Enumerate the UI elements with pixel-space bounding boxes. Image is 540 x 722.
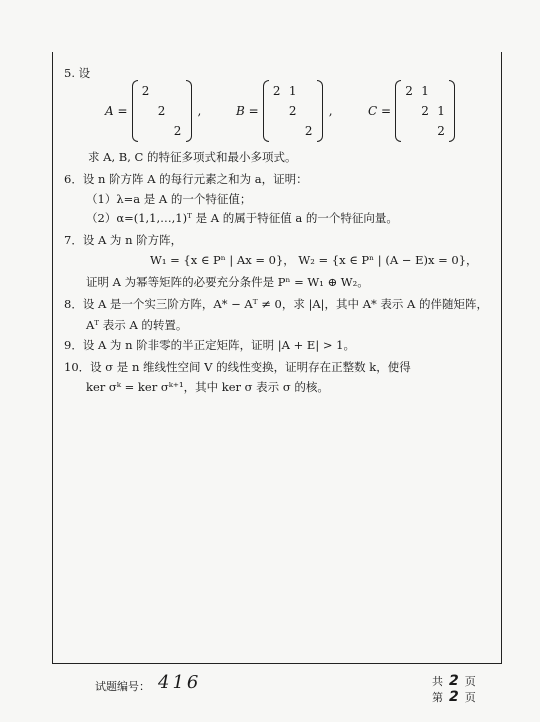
page-frame — [52, 52, 502, 664]
matrix-a-label: A = — [105, 104, 128, 118]
problem-8-line-2: Aᵀ 表示 A 的转置。 — [86, 318, 188, 332]
matrix-b-entry: 2 — [272, 84, 281, 98]
matrix-b-right-bracket — [317, 80, 323, 142]
exam-code-label: 试题编号： — [95, 680, 150, 693]
matrix-a-right-bracket — [186, 80, 192, 142]
matrix-b-entry — [301, 81, 317, 101]
current-page: 第 2 页 — [432, 689, 476, 705]
matrix-b — [236, 80, 333, 142]
matrix-a-entries — [138, 81, 186, 141]
matrix-b-entry: 1 — [288, 84, 297, 98]
matrix-b-entry — [269, 121, 285, 141]
matrix-c-entry — [401, 121, 417, 141]
matrix-a — [105, 80, 201, 142]
matrix-a-separator: , — [197, 104, 202, 118]
matrix-b-entry — [285, 121, 301, 141]
matrix-b-entry — [301, 101, 317, 121]
matrix-b-entry: 2 — [288, 104, 297, 118]
matrix-c-entry: 1 — [421, 84, 429, 98]
problem-10-line-1: 10．设 σ 是 n 维线性空间 V 的线性变换，证明存在正整数 k，使得 — [64, 360, 411, 374]
matrix-c-right-bracket — [449, 80, 455, 142]
problem-7-line-1: 7．设 A 为 n 阶方阵， — [64, 233, 183, 247]
matrix-c-entry: 2 — [437, 124, 445, 138]
problem-7-subspaces: W₁ = {x ∈ Pⁿ | Ax = 0}， W₂ = {x ∈ Pⁿ | (A − E)x = 0}， — [150, 253, 478, 267]
problem-10-line-2: ker σᵏ = ker σᵏ⁺¹，其中 ker σ 表示 σ 的核。 — [86, 380, 329, 394]
matrix-c-entry: 2 — [405, 84, 413, 98]
matrix-c-entry — [401, 101, 417, 121]
matrix-b-entries — [269, 81, 317, 141]
exam-code-value: 416 — [158, 672, 202, 693]
matrix-a-entry — [154, 121, 170, 141]
matrix-c-label: C = — [368, 104, 392, 118]
matrix-a-entry: 2 — [141, 84, 150, 98]
matrix-c-entries — [401, 81, 449, 141]
problem-6-line-2: （1）λ=a 是 A 的一个特征值； — [86, 192, 252, 206]
matrix-c-entry: 2 — [421, 104, 429, 118]
matrix-c-entry — [417, 121, 433, 141]
matrix-b-entry — [269, 101, 285, 121]
matrix-b-label: B = — [236, 104, 259, 118]
problem-5-question: 求 A, B, C 的特征多项式和最小多项式。 — [88, 150, 297, 164]
matrix-a-entry: 2 — [173, 124, 182, 138]
matrix-c-entry — [433, 81, 449, 101]
matrix-b-separator: , — [328, 104, 333, 118]
problem-8-line-1: 8．设 A 是一个实三阶方阵，A* − Aᵀ ≠ 0，求 |A|，其中 A* 表示 A 的伴随矩阵， — [64, 297, 489, 311]
problem-9-line-1: 9．设 A 为 n 阶非零的半正定矩阵，证明 |A + E| > 1。 — [64, 338, 355, 352]
matrix-b-entry: 2 — [304, 124, 313, 138]
problem-7-line-3: 证明 A 为幂等矩阵的必要充分条件是 Pⁿ = W₁ ⊕ W₂。 — [86, 275, 369, 289]
problem-5-number: 5. 设 — [64, 66, 91, 80]
matrix-c-entry: 1 — [437, 104, 445, 118]
matrix-a-entry — [138, 121, 154, 141]
matrix-a-entry — [138, 101, 154, 121]
matrix-c — [368, 80, 455, 142]
problem-6-line-3: （2）α=(1,1,…,1)ᵀ 是 A 的属于特征值 a 的一个特征向量。 — [86, 211, 398, 225]
matrix-a-entry — [170, 81, 186, 101]
matrix-a-entry: 2 — [157, 104, 166, 118]
matrix-a-entry — [154, 81, 170, 101]
total-pages: 共 2 页 — [432, 673, 476, 689]
matrix-a-entry — [170, 101, 186, 121]
problem-6-line-1: 6．设 n 阶方阵 A 的每行元素之和为 a，证明： — [64, 172, 308, 186]
